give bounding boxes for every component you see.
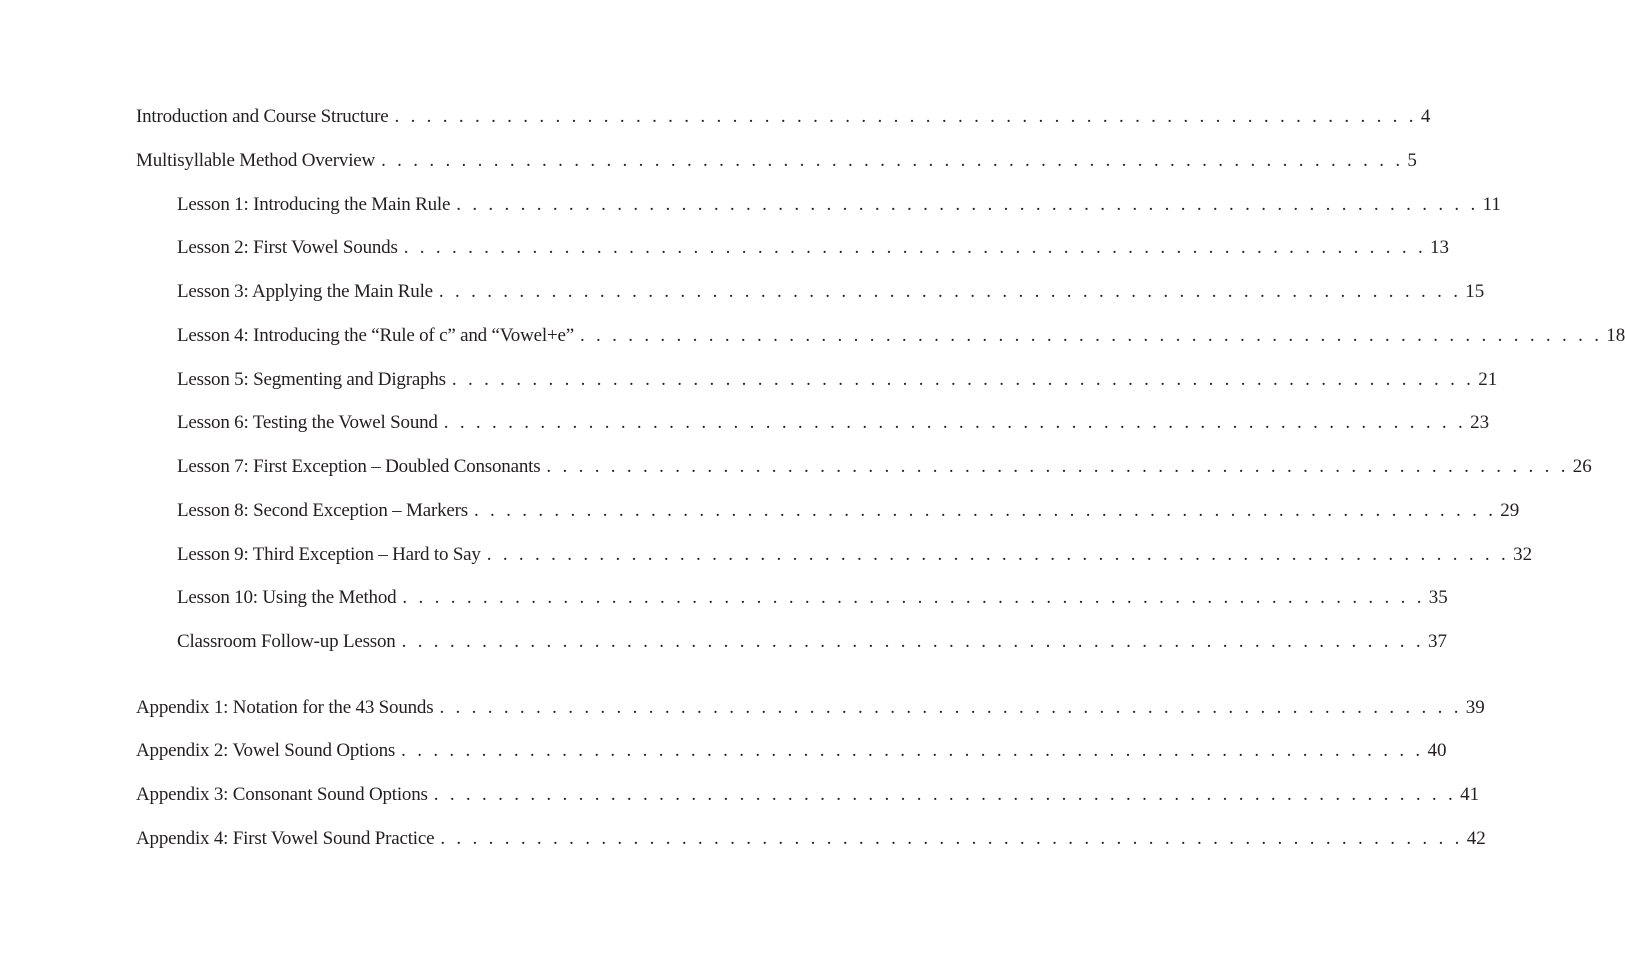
toc-entry-page: 21 [1478, 369, 1498, 390]
toc-dot-leader: . . . . . . . . . . . . . . . . . . . . . . . . . . . . . . . . . . . . . . . . . . . . . . . . . . . . . . . . . . . . . . . . [473, 500, 1497, 521]
toc-entry-title: Classroom Follow-up Lesson [177, 631, 396, 652]
toc-entry-title: Lesson 9: Third Exception – Hard to Say [177, 544, 481, 565]
toc-dot-leader: . . . . . . . . . . . . . . . . . . . . . . . . . . . . . . . . . . . . . . . . . . . . . . . . . . . . . . . . . . . . . . . . [443, 412, 1467, 433]
toc-entry-page: 18 [1606, 325, 1625, 346]
toc-dot-leader: . . . . . . . . . . . . . . . . . . . . . . . . . . . . . . . . . . . . . . . . . . . . . . . . . . . . . . . . . . . . . . . . [451, 369, 1475, 390]
toc-entry-title: Introduction and Course Structure [136, 106, 389, 127]
toc-entry-title: Appendix 3: Consonant Sound Options [136, 784, 428, 805]
toc-entry-title: Appendix 1: Notation for the 43 Sounds [136, 697, 434, 718]
toc-entry-appendix-1[interactable] [136, 693, 1485, 723]
toc-entry-appendix-4[interactable] [136, 824, 1486, 854]
toc-entry-lesson-10[interactable] [177, 583, 1448, 613]
toc-entry-page: 26 [1572, 456, 1592, 477]
toc-dot-leader: . . . . . . . . . . . . . . . . . . . . . . . . . . . . . . . . . . . . . . . . . . . . . . . . . . . . . . . . . . . . . . . . [440, 828, 1463, 849]
toc-entry-title: Appendix 4: First Vowel Sound Practice [136, 828, 435, 849]
toc-entry-lesson-9[interactable] [177, 540, 1533, 570]
toc-entry-page: 15 [1465, 281, 1485, 302]
toc-entry-lesson-2[interactable] [177, 233, 1450, 263]
toc-entry-title: Multisyllable Method Overview [136, 150, 376, 171]
toc-dot-leader: . . . . . . . . . . . . . . . . . . . . . . . . . . . . . . . . . . . . . . . . . . . . . . . . . . . . . . . . . . . . . . . . [486, 544, 1510, 565]
toc-dot-leader: . . . . . . . . . . . . . . . . . . . . . . . . . . . . . . . . . . . . . . . . . . . . . . . . . . . . . . . . . . . . . . . . [401, 740, 1424, 761]
toc-entry-page: 29 [1500, 500, 1520, 521]
toc-dot-leader: . . . . . . . . . . . . . . . . . . . . . . . . . . . . . . . . . . . . . . . . . . . . . . . . . . . . . . . . . . . . . . . . [433, 784, 1457, 805]
toc-entry-title: Lesson 4: Introducing the “Rule of c” and “Vowel+e” [177, 325, 574, 346]
toc-dot-leader: . . . . . . . . . . . . . . . . . . . . . . . . . . . . . . . . . . . . . . . . . . . . . . . . . . . . . . . . . . . . . . . . [579, 325, 1603, 346]
toc-entry-page: 13 [1430, 237, 1450, 258]
toc-entry-title: Lesson 7: First Exception – Doubled Consonants [177, 456, 541, 477]
toc-dot-leader: . . . . . . . . . . . . . . . . . . . . . . . . . . . . . . . . . . . . . . . . . . . . . . . . . . . . . . . . . . . . . . . . [438, 281, 1462, 302]
toc-entry-title: Lesson 10: Using the Method [177, 587, 397, 608]
toc-entry-page: 5 [1407, 150, 1417, 171]
toc-dot-leader: . . . . . . . . . . . . . . . . . . . . . . . . . . . . . . . . . . . . . . . . . . . . . . . . . . . . . . . . . . . . . . . . [546, 456, 1569, 477]
toc-entry-method-overview[interactable] [136, 146, 1417, 176]
toc-entry-classroom-follow-up[interactable] [177, 627, 1447, 657]
toc-entry-title: Lesson 2: First Vowel Sounds [177, 237, 398, 258]
toc-dot-leader: . . . . . . . . . . . . . . . . . . . . . . . . . . . . . . . . . . . . . . . . . . . . . . . . . . . . . . . . . . . . . . . . [402, 587, 1425, 608]
toc-entry-lesson-3[interactable] [177, 277, 1485, 307]
toc-entry-page: 32 [1513, 544, 1533, 565]
toc-entry-lesson-1[interactable] [177, 190, 1501, 220]
toc-entry-page: 4 [1420, 106, 1431, 127]
toc-entry-title: Lesson 3: Applying the Main Rule [177, 281, 433, 302]
toc-entry-title: Appendix 2: Vowel Sound Options [136, 740, 396, 761]
toc-entry-lesson-5[interactable] [177, 365, 1498, 395]
toc-dot-leader: . . . . . . . . . . . . . . . . . . . . . . . . . . . . . . . . . . . . . . . . . . . . . . . . . . . . . . . . . . . . . . . . [403, 237, 1427, 258]
toc-entry-introduction[interactable] [136, 102, 1431, 132]
toc-entry-page: 41 [1460, 784, 1480, 805]
toc-entry-title: Lesson 6: Testing the Vowel Sound [177, 412, 438, 433]
toc-entry-appendix-2[interactable] [136, 736, 1447, 766]
toc-entry-lesson-8[interactable] [177, 496, 1520, 526]
toc-dot-leader: . . . . . . . . . . . . . . . . . . . . . . . . . . . . . . . . . . . . . . . . . . . . . . . . . . . . . . . . . . . . . . . . [439, 697, 1462, 718]
toc-entry-page: 37 [1427, 631, 1447, 652]
toc-entry-appendix-3[interactable] [136, 780, 1480, 810]
toc-entry-page: 35 [1428, 587, 1448, 608]
toc-entry-title: Lesson 8: Second Exception – Markers [177, 500, 468, 521]
toc-entry-lesson-7[interactable] [177, 452, 1592, 482]
toc-entry-lesson-6[interactable] [177, 408, 1490, 438]
toc-dot-leader: . . . . . . . . . . . . . . . . . . . . . . . . . . . . . . . . . . . . . . . . . . . . . . . . . . . . . . . . . . . . . . . . [401, 631, 1424, 652]
toc-entry-title: Lesson 5: Segmenting and Digraphs [177, 369, 446, 390]
toc-entry-page: 23 [1470, 412, 1490, 433]
toc-entry-lesson-4[interactable] [177, 321, 1625, 351]
toc-dot-leader: . . . . . . . . . . . . . . . . . . . . . . . . . . . . . . . . . . . . . . . . . . . . . . . . . . . . . . . . . . . . . . . . [381, 150, 1404, 171]
toc-entry-page: 40 [1427, 740, 1447, 761]
toc-dot-leader: . . . . . . . . . . . . . . . . . . . . . . . . . . . . . . . . . . . . . . . . . . . . . . . . . . . . . . . . . . . . . . . . [394, 106, 1417, 127]
toc-entry-title: Lesson 1: Introducing the Main Rule [177, 194, 451, 215]
toc-dot-leader: . . . . . . . . . . . . . . . . . . . . . . . . . . . . . . . . . . . . . . . . . . . . . . . . . . . . . . . . . . . . . . . . [456, 194, 1479, 215]
toc-entry-page: 11 [1482, 194, 1501, 215]
toc-entry-page: 39 [1465, 697, 1485, 718]
toc-entry-page: 42 [1466, 828, 1486, 849]
